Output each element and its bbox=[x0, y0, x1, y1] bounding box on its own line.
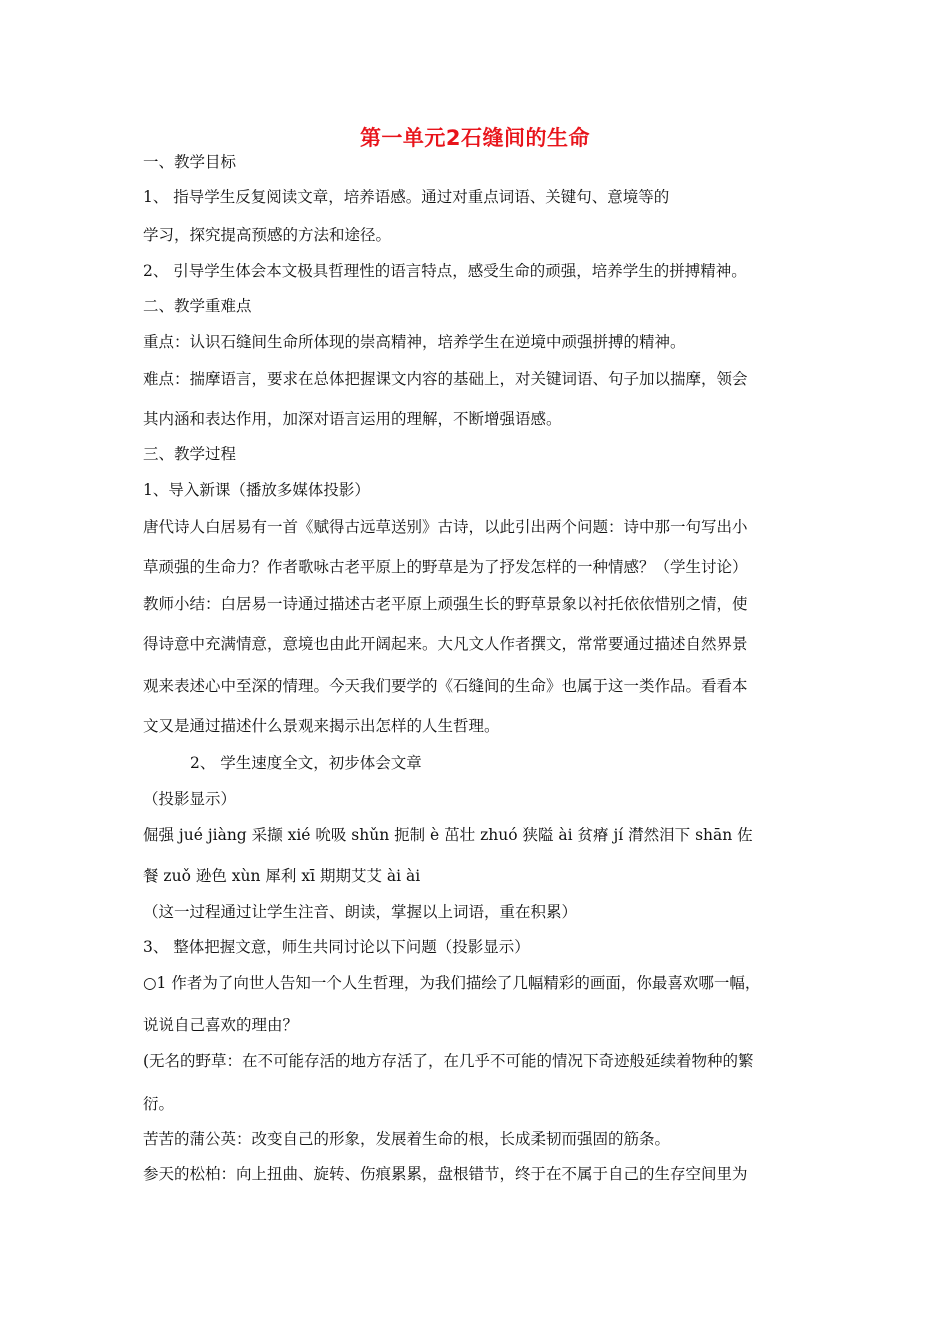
section-heading-process: 三、教学过程 bbox=[143, 445, 237, 463]
paragraph-line: (无名的野草：在不可能存活的地方存活了，在几乎不可能的情况下奇迹般延续着物种的繁 bbox=[143, 1052, 754, 1070]
paragraph-line: 说说自己喜欢的理由？ bbox=[143, 1016, 299, 1034]
paragraph-line: 唐代诗人白居易有一首《赋得古远草送别》古诗，以此引出两个问题：诗中那一句写出小 bbox=[143, 518, 748, 536]
paragraph-line: 难点：揣摩语言，要求在总体把握课文内容的基础上，对关键词语、句子加以揣摩，领会 bbox=[143, 370, 748, 388]
paragraph-line: 其内涵和表达作用，加深对语言运用的理解，不断增强语感。 bbox=[143, 410, 562, 428]
vocabulary-line: 餐 zuǒ 逊色 xùn 犀利 xī 期期艾艾 ài ài bbox=[143, 867, 421, 885]
paragraph-line: 教师小结：白居易一诗通过描述古老平原上顽强生长的野草景象以衬托依依惜别之情，使 bbox=[143, 595, 748, 613]
paragraph-line: 学习，探究提高预感的方法和途径。 bbox=[143, 226, 392, 244]
paragraph-line: 衍。 bbox=[143, 1095, 175, 1113]
paragraph-line: 重点：认识石缝间生命所体现的崇高精神，培养学生在逆境中顽强拼搏的精神。 bbox=[143, 333, 686, 351]
document-title: 第一单元2石缝间的生命 bbox=[359, 126, 591, 150]
paragraph-line: 参天的松柏：向上扭曲、旋转、伤痕累累，盘根错节，终于在不属于自己的生存空间里为 bbox=[143, 1165, 748, 1183]
section-heading-key-points: 二、教学重难点 bbox=[143, 297, 252, 315]
paragraph-line: 草顽强的生命力？作者歌咏古老平原上的野草是为了抒发怎样的一种情感？（学生讨论） bbox=[143, 558, 748, 576]
vocabulary-line: 倔强 jué jiàng 采撷 xié 吮吸 shǔn 扼制 è 茁壮 zhuó 狭隘 ài 贫瘠 jí 潸然泪下 shān 佐 bbox=[143, 826, 753, 844]
paragraph-line: （这一过程通过让学生注音、朗读，掌握以上词语，重在积累） bbox=[143, 903, 578, 921]
paragraph-line: （投影显示） bbox=[143, 790, 237, 808]
paragraph-line: 2、 学生速度全文，初步体会文章 bbox=[190, 754, 422, 772]
paragraph-line: 2、 引导学生体会本文极具哲理性的语言特点，感受生命的顽强，培养学生的拼搏精神。 bbox=[143, 262, 747, 280]
paragraph-line: 文又是通过描述什么景观来揭示出怎样的人生哲理。 bbox=[143, 717, 500, 735]
paragraph-line: ○1 作者为了向世人告知一个人生哲理，为我们描绘了几幅精彩的画面，你最喜欢哪一幅， bbox=[143, 974, 761, 992]
section-heading-objectives: 一、教学目标 bbox=[143, 153, 237, 171]
paragraph-line: 3、 整体把握文意，师生共同讨论以下问题（投影显示） bbox=[143, 938, 530, 956]
paragraph-line: 1、导入新课（播放多媒体投影） bbox=[143, 481, 370, 499]
paragraph-line: 1、 指导学生反复阅读文章，培养语感。通过对重点词语、关键句、意境等的 bbox=[143, 188, 670, 206]
paragraph-line: 得诗意中充满情意，意境也由此开阔起来。大凡文人作者撰文，常常要通过描述自然界景 bbox=[143, 635, 748, 653]
paragraph-line: 观来表述心中至深的情理。今天我们要学的《石缝间的生命》也属于这一类作品。看看本 bbox=[143, 677, 748, 695]
paragraph-line: 苦苦的蒲公英：改变自己的形象，发展着生命的根，长成柔韧而强固的筋条。 bbox=[143, 1130, 671, 1148]
